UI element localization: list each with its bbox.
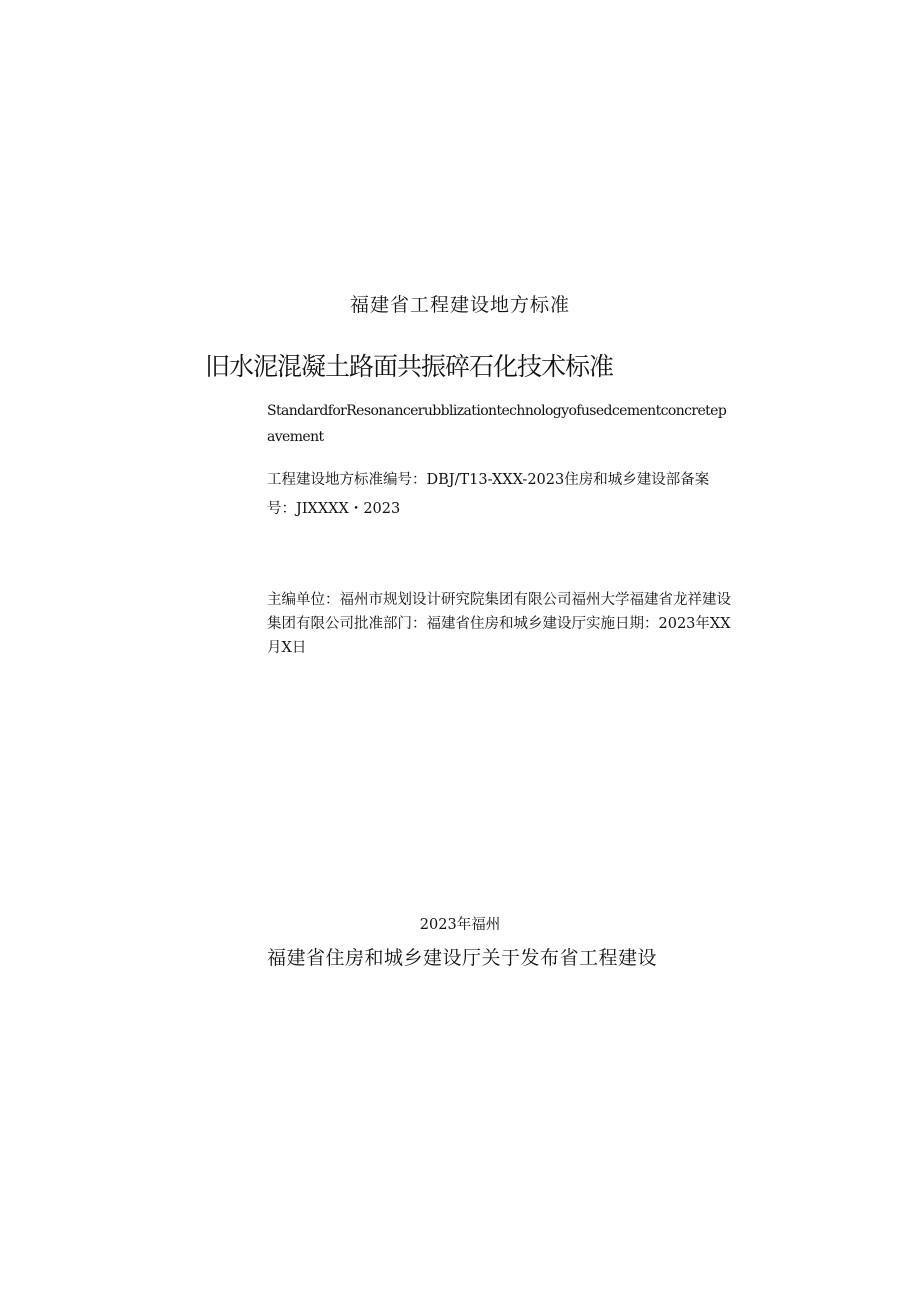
notice-heading: 福建省住房和城乡建设厅关于发布省工程建设 <box>267 947 658 969</box>
series-title: 福建省工程建设地方标准 <box>349 294 570 316</box>
place-year: 2023年福州 <box>419 917 501 933</box>
editor-units: 主编单位：福州市规划设计研究院集团有限公司福州大学福建省龙祥建设集团有限公司批准部门：福建省住房和城乡建设厅实施日期：2023年XX月X日 <box>267 592 731 656</box>
english-title: StandardforResonancerubblizationtechnologyofusedcementconcretepavement <box>267 403 727 445</box>
main-title: 旧水泥混凝土路面共振碎石化技术标准 <box>205 352 614 381</box>
standard-number: 工程建设地方标准编号：DBJ/T13-XXX-2023住房和城乡建设部备案号：JIXXXX・2023 <box>267 472 710 517</box>
